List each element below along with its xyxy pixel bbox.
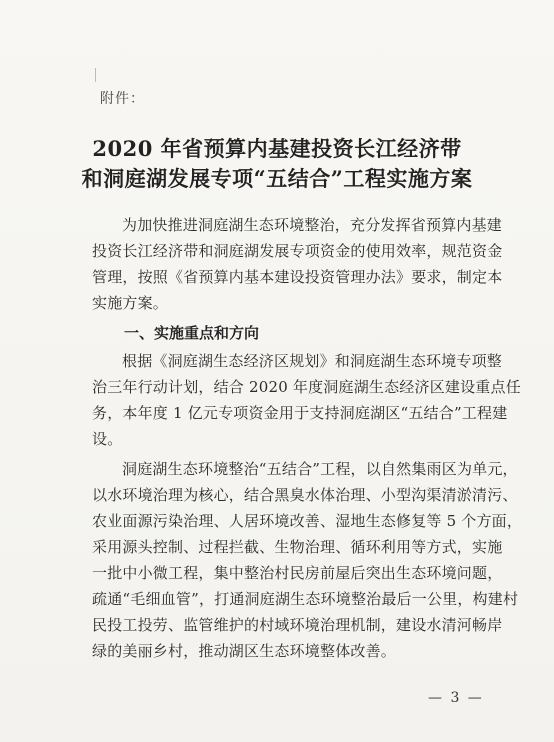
text-line: 疏通“毛细血管”，打通洞庭湖生态环境整治最后一公里，构建村 (92, 590, 519, 608)
text-line: 根据《洞庭湖生态经济区规划》和洞庭湖生态环境专项整 (122, 352, 503, 370)
page-number: — 3 — (428, 690, 484, 706)
text-line: 务，本年度 1 亿元专项资金用于支持洞庭湖区“五结合”工程建 (92, 404, 508, 422)
intro-paragraph (92, 212, 502, 316)
attachment-label: 附件： (100, 91, 145, 107)
text-line: 采用源头控制、过程拦截、生物治理、循环利用等方式，实施 (92, 538, 503, 556)
paragraph-five-combinations (92, 456, 523, 664)
text-line: 设。 (92, 430, 123, 448)
text-line: 一批中小微工程，集中整治村民房前屋后突出生态环境问题， (92, 564, 503, 582)
text-line: 农业面源污染治理、人居环境改善、湿地生态修复等 5 个方面， (92, 512, 523, 530)
text-line: 投资长江经济带和洞庭湖发展专项资金的使用效率，规范资金 (92, 242, 503, 260)
text-line: 以水环境治理为核心，结合黑臭水体治理、小型沟渠清淤清污、 (92, 486, 518, 504)
text-line: 洞庭湖生态环境整治“五结合”工程，以自然集雨区为单元， (122, 460, 518, 478)
section-heading: 一、实施重点和方向 (124, 324, 260, 342)
scan-mark (95, 68, 96, 82)
text-line: 民投工投劳、监管维护的村域环境治理机制，建设水清河畅岸 (92, 616, 503, 634)
paragraph-basis (92, 348, 521, 452)
text-line: 绿的美丽乡村，推动湖区生态环境整体改善。 (92, 642, 397, 660)
text-line: 管理，按照《省预算内基本建设投资管理办法》要求，制定本 (92, 268, 503, 286)
text-line: 治三年行动计划，结合 2020 年度洞庭湖生态经济区建设重点任 (92, 378, 521, 396)
text-line: 实施方案。 (92, 294, 169, 312)
title-line-2: 和洞庭湖发展专项“五结合”工程实施方案 (81, 166, 473, 191)
title-line-1: 2020 年省预算内基建投资长江经济带 (92, 136, 462, 161)
text-line: 为加快推进洞庭湖生态环境整治，充分发挥省预算内基建 (122, 216, 503, 234)
